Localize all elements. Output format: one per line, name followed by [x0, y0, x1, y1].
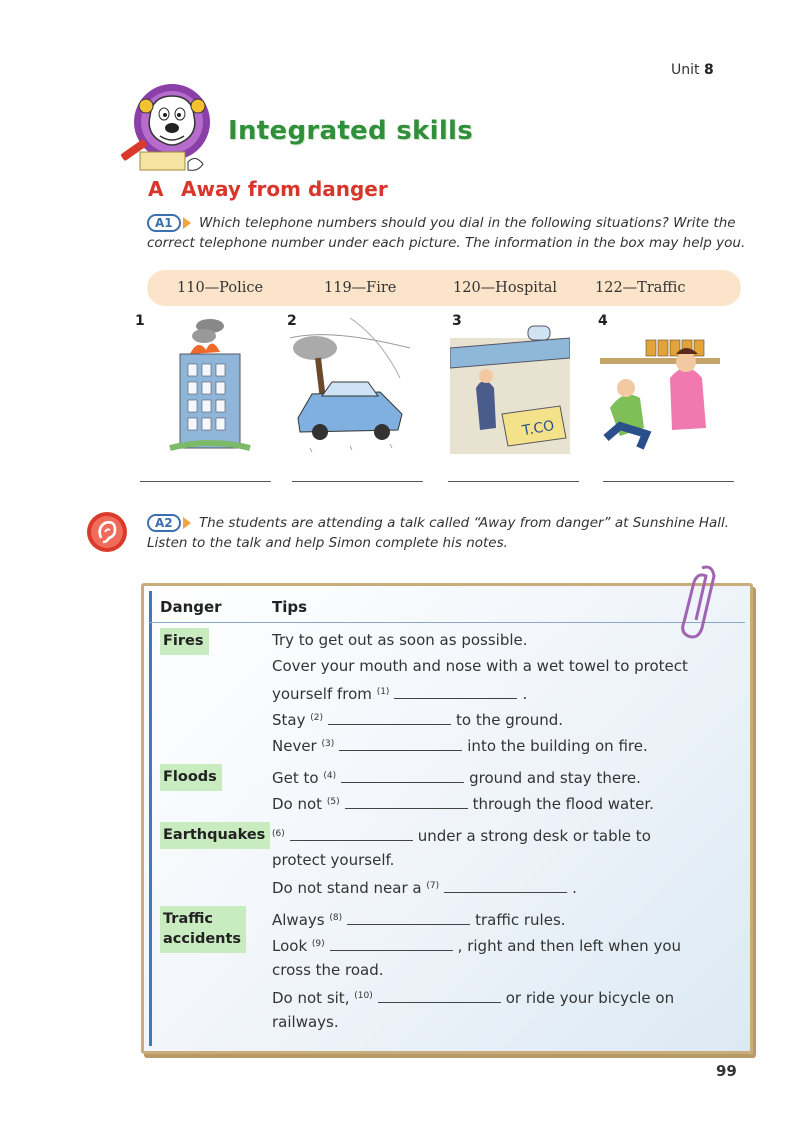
tip-line: $^{(6)}$ under a strong desk or table to	[272, 821, 651, 849]
blank-1[interactable]	[394, 682, 517, 699]
phone-numbers-box	[147, 270, 741, 306]
danger-earthquakes: Earthquakes	[160, 822, 270, 849]
number-fire: 119—Fire	[324, 280, 397, 296]
section-title: Integrated skills	[228, 116, 474, 146]
a1-instruction-text: Which telephone numbers should you dial in the following situations? Write the correct telephone number under each picture. The information in the box may help you.	[147, 215, 746, 251]
burning-building-icon	[150, 318, 270, 454]
column-header-danger: Danger	[160, 598, 222, 616]
blank-4[interactable]	[341, 766, 464, 783]
answer-line[interactable]	[603, 481, 734, 482]
tip-line: protect yourself.	[272, 851, 395, 869]
a2-instruction-text: The students are attending a talk called “Away from danger” at Sunshine Hall. Listen to the talk and help Simon complete his notes.	[147, 515, 730, 551]
dog-mascot-icon	[110, 82, 235, 177]
answer-line[interactable]	[292, 481, 423, 482]
tip-line: Cover your mouth and nose with a wet towel to protect	[272, 657, 688, 675]
a1-badge: A1	[147, 214, 181, 232]
danger-traffic-accidents: Traffic accidents	[160, 906, 246, 953]
tip-line: yourself from $^{(1)}$ .	[272, 679, 527, 707]
page-number: 99	[716, 1062, 737, 1080]
play-icon	[183, 517, 191, 529]
a2-badge: A2	[147, 514, 181, 532]
blank-8[interactable]	[347, 908, 470, 925]
section-subtitle: Away from danger	[181, 177, 388, 201]
tip-line: Get to $^{(4)}$ ground and stay there.	[272, 763, 641, 791]
blank-2[interactable]	[328, 708, 451, 725]
picture-number: 1	[135, 313, 145, 329]
unit-number: 8	[703, 62, 714, 78]
shoplifting-icon	[600, 318, 720, 454]
blank-5[interactable]	[345, 792, 468, 809]
picture-number: 3	[452, 313, 462, 329]
number-traffic: 122—Traffic	[595, 280, 686, 296]
a1-instruction	[147, 213, 757, 253]
tip-line: Do not stand near a $^{(7)}$ .	[272, 873, 577, 901]
danger-fires: Fires	[160, 628, 209, 655]
blank-3[interactable]	[339, 734, 462, 751]
blank-6[interactable]	[290, 824, 413, 841]
picture-number: 2	[287, 313, 297, 329]
tip-line: Look $^{(9)}$ , right and then left when you	[272, 931, 681, 959]
shop-accident-icon	[450, 318, 570, 454]
blank-7[interactable]	[444, 876, 567, 893]
tip-line: Stay $^{(2)}$ to the ground.	[272, 705, 563, 733]
answer-line[interactable]	[140, 481, 271, 482]
blank-9[interactable]	[330, 934, 453, 951]
tip-line: Never $^{(3)}$ into the building on fire.	[272, 731, 648, 759]
tip-line: Do not $^{(5)}$ through the flood water.	[272, 789, 654, 817]
number-police: 110—Police	[177, 280, 264, 296]
tip-line: Do not sit, $^{(10)}$ or ride your bicycle on	[272, 983, 674, 1011]
blank-10[interactable]	[378, 986, 501, 1003]
picture-number: 4	[598, 313, 608, 329]
number-hospital: 120—Hospital	[453, 280, 558, 296]
column-header-tips: Tips	[272, 598, 308, 616]
tip-line: railways.	[272, 1013, 339, 1031]
listening-ear-icon	[85, 510, 129, 554]
unit-label: Unit 8	[671, 62, 714, 78]
tip-line: Try to get out as soon as possible.	[272, 631, 528, 649]
notes-board	[141, 583, 753, 1054]
storm-car-icon	[290, 318, 410, 454]
tip-line: Always $^{(8)}$ traffic rules.	[272, 905, 566, 933]
section-letter: A	[148, 177, 164, 201]
paper-clip-icon	[672, 562, 722, 642]
tip-line: cross the road.	[272, 961, 384, 979]
header-divider	[149, 622, 745, 623]
svg-text:T.CO: T.CO	[521, 417, 556, 440]
board-margin-line	[149, 591, 152, 1046]
answer-line[interactable]	[448, 481, 579, 482]
a2-instruction	[147, 513, 737, 553]
play-icon	[183, 217, 191, 229]
danger-floods: Floods	[160, 764, 222, 791]
